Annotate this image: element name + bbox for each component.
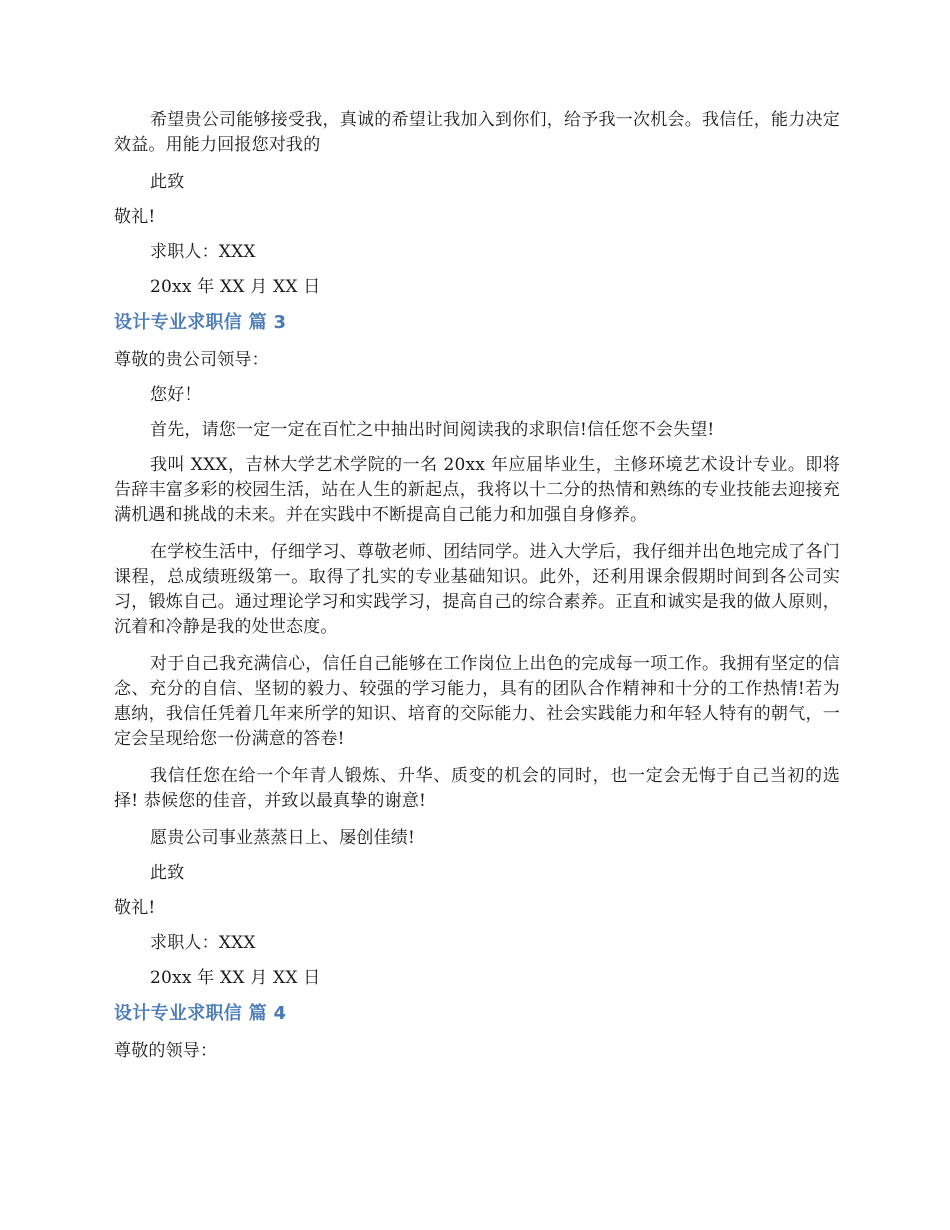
greeting: 您好！ bbox=[150, 385, 202, 405]
signature-applicant: 求职人：XXX bbox=[150, 242, 256, 262]
section-heading-3: 设计专业求职信 篇 3 bbox=[114, 312, 287, 333]
paragraph-school-life: 在学校生活中，仔细学习、尊敬老师、团结同学。进入大学后，我仔细并出色地完成了各门课程，总成绩班级第一。取得了扎实的专业基础知识。此外，还利用课余假期时间到各公司实习，锻炼自己。通过理论学习和实践学习，提高自己的综合素养。正直和诚实是我的做人原则，沉着和冷静是我的处世态度。 bbox=[114, 542, 840, 637]
closing-cizhi: 此致 bbox=[150, 172, 185, 192]
closing-jingli: 敬礼! bbox=[114, 207, 156, 227]
document-page bbox=[114, 108, 840, 1074]
paragraph-confidence: 对于自己我充满信心，信任自己能够在工作岗位上出色的完成每一项工作。我拥有坚定的信念、充分的自信、坚韧的毅力、较强的学习能力，具有的团队合作精神和十分的工作热情!若为惠纳，我信任凭着几年来所学的知识、培育的交际能力、社会实践能力和年轻人特有的朝气，一定会呈现给您一份满意的答卷! bbox=[114, 654, 840, 749]
closing-cizhi-2: 此致 bbox=[150, 863, 185, 883]
paragraph-intro: 首先，请您一定一定在百忙之中抽出时间阅读我的求职信!信任您不会失望! bbox=[150, 420, 715, 440]
paragraph-wishes: 愿贵公司事业蒸蒸日上、屡创佳绩! bbox=[150, 828, 416, 848]
section-heading-4: 设计专业求职信 篇 4 bbox=[114, 1003, 287, 1024]
paragraph-self-intro: 我叫 XXX，吉林大学艺术学院的一名 20xx 年应届毕业生，主修环境艺术设计专业。即将告辞丰富多彩的校园生活，站在人生的新起点，我将以十二分的热情和熟练的专业技能去迎接充满机遇和挑战的未来。并在实践中不断提高自己能力和加强自身修养。 bbox=[114, 455, 840, 525]
salutation: 尊敬的贵公司领导： bbox=[114, 350, 269, 370]
signature-date-2: 20xx 年 XX 月 XX 日 bbox=[150, 968, 321, 988]
signature-applicant-2: 求职人：XXX bbox=[150, 933, 256, 953]
closing-jingli-2: 敬礼! bbox=[114, 898, 156, 918]
paragraph-thanks: 我信任您在给一个年青人锻炼、升华、质变的机会的同时，也一定会无悔于自己当初的选择! 恭候您的佳音，并致以最真挚的谢意! bbox=[114, 766, 840, 811]
signature-date: 20xx 年 XX 月 XX 日 bbox=[150, 277, 321, 297]
salutation-2: 尊敬的领导： bbox=[114, 1041, 218, 1061]
paragraph-hope: 希望贵公司能够接受我，真诚的希望让我加入到你们，给予我一次机会。我信任，能力决定效益。用能力回报您对我的 bbox=[114, 110, 840, 155]
